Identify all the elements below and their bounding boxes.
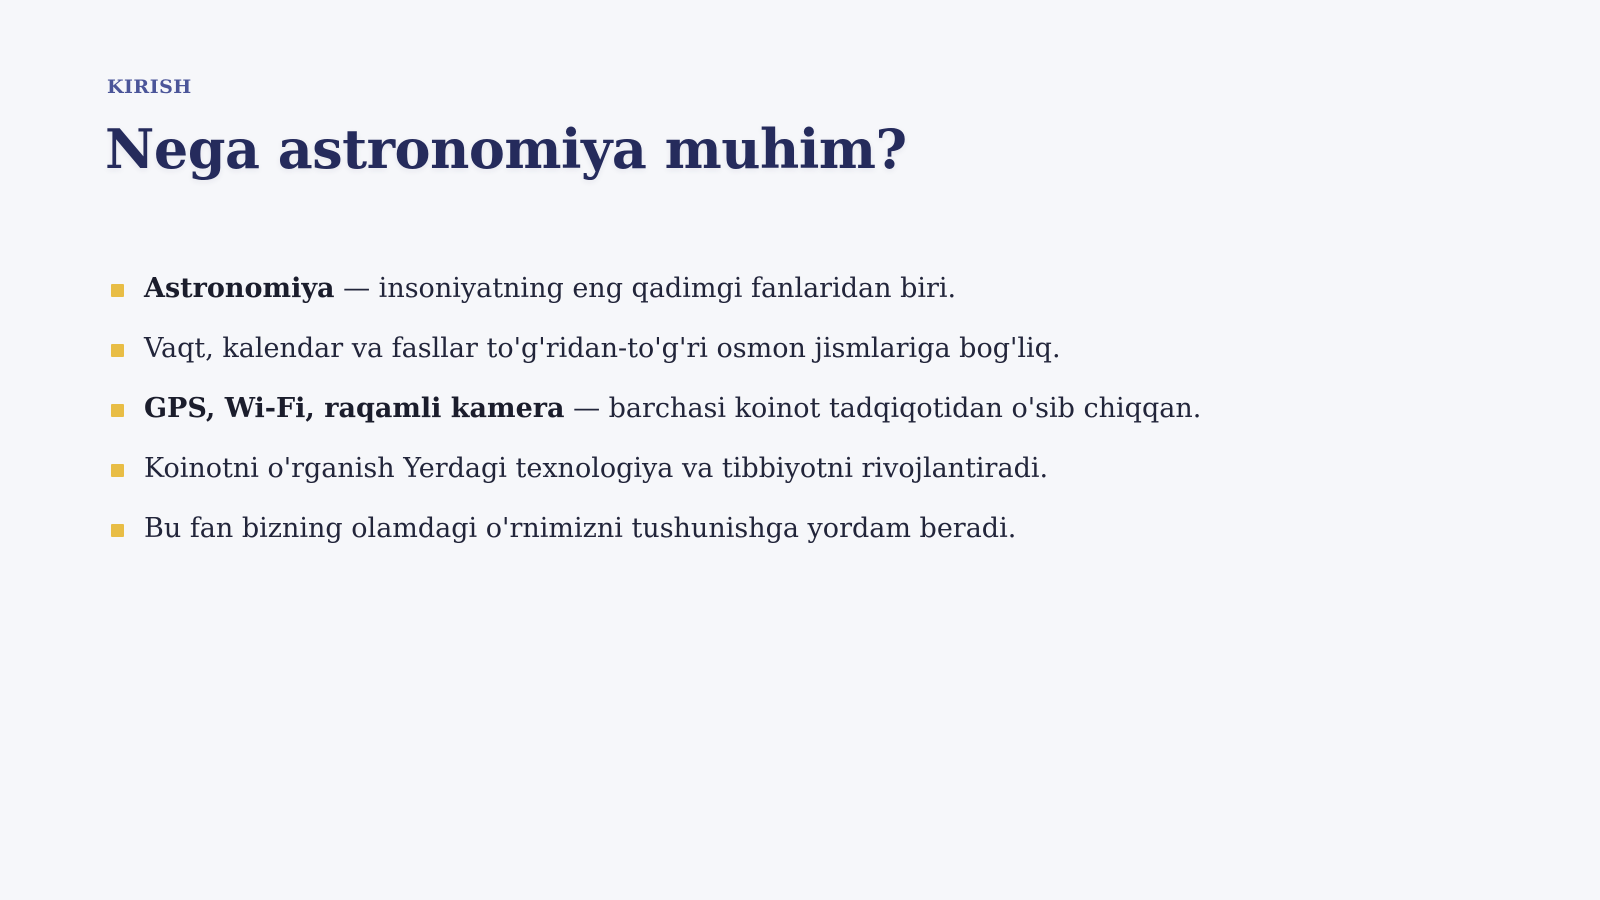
- bullet-text: [144, 333, 1061, 364]
- bullet-list: [107, 258, 1600, 558]
- bullet-item: [107, 498, 1600, 558]
- bullet-rest-text: Bu fan bizning olamdagi o'rnimizni tushunishga yordam beradi.: [144, 512, 1017, 544]
- bullet-item: [107, 258, 1600, 318]
- bullet-bold-text: Astronomiya: [144, 272, 335, 304]
- square-bullet-icon: [111, 284, 124, 297]
- square-bullet-icon: [111, 404, 124, 417]
- bullet-item: [107, 318, 1600, 378]
- section-kicker: KIRISH: [107, 76, 192, 98]
- square-bullet-icon: [111, 344, 124, 357]
- bullet-item: [107, 438, 1600, 498]
- bullet-bold-text: GPS, Wi-Fi, raqamli kamera: [144, 392, 565, 424]
- bullet-text: [144, 273, 956, 304]
- bullet-rest-text: — insoniyatning eng qadimgi fanlaridan biri.: [334, 272, 957, 304]
- square-bullet-icon: [111, 524, 124, 537]
- bullet-item: [107, 378, 1600, 438]
- bullet-text: [144, 513, 1016, 544]
- bullet-rest-text: Koinotni o'rganish Yerdagi texnologiya va tibbiyotni rivojlantiradi.: [144, 452, 1049, 484]
- bullet-text: [144, 453, 1048, 484]
- bullet-rest-text: — barchasi koinot tadqiqotidan o'sib chiqqan.: [564, 392, 1202, 424]
- square-bullet-icon: [111, 464, 124, 477]
- bullet-rest-text: Vaqt, kalendar va fasllar to'g'ridan-to'g'ri osmon jismlariga bog'liq.: [144, 332, 1061, 364]
- bullet-text: [144, 393, 1201, 424]
- slide-title: Nega astronomiya muhim?: [105, 117, 907, 181]
